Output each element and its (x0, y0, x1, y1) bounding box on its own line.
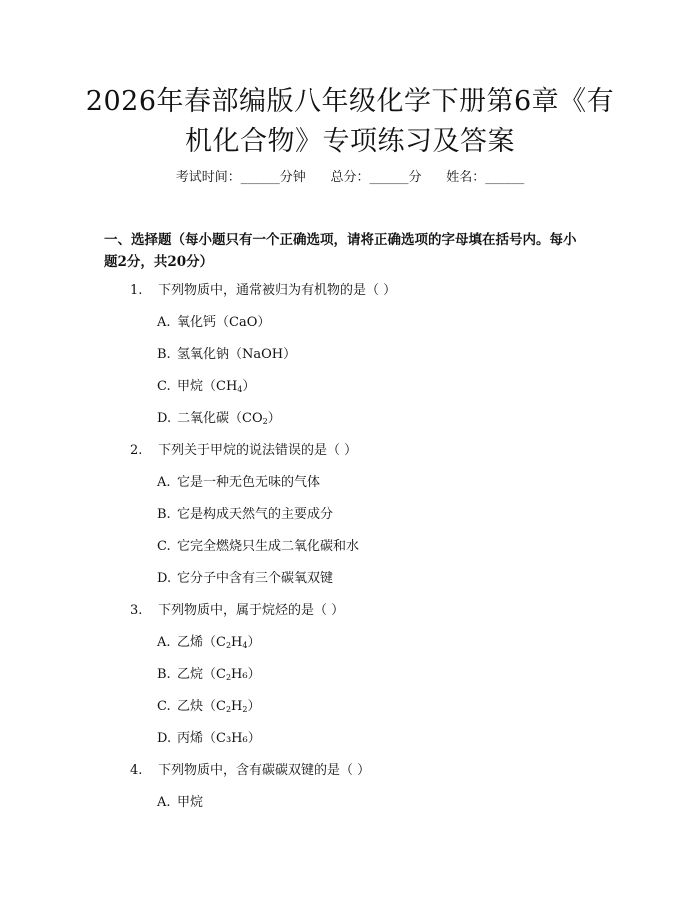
option-text: 它分子中含有三个碳氧双键 (177, 571, 334, 586)
question-1-option-c (157, 377, 255, 397)
question-number: 2. (130, 443, 143, 458)
option-text-mid: H (231, 699, 243, 714)
question-3-option-a (157, 633, 261, 653)
option-label: C. (157, 379, 171, 394)
option-subscript: 2 (225, 705, 232, 714)
option-label: D. (157, 411, 172, 426)
option-text-mid: H₆ (231, 667, 248, 682)
exam-meta-line: 考试时间：______分钟 总分：______分 姓名：______ (175, 170, 525, 185)
question-3 (130, 601, 344, 621)
question-2-option-c (157, 537, 359, 557)
question-1-option-d (157, 409, 281, 429)
option-label: A. (157, 795, 171, 810)
question-number: 1. (130, 283, 143, 298)
option-label: C. (157, 539, 171, 554)
question-4 (130, 761, 370, 781)
question-2-option-a (157, 473, 320, 493)
option-subscript: 2 (262, 417, 268, 426)
option-text-end: ） (242, 379, 256, 394)
option-label: D. (157, 571, 172, 586)
question-number: 4. (130, 763, 143, 778)
option-text: 乙烯（C (177, 635, 226, 650)
option-label: B. (157, 347, 171, 362)
option-text-mid: H (231, 635, 243, 650)
option-label: D. (157, 731, 172, 746)
option-text: 甲烷（CH (177, 379, 238, 394)
option-text: 它是构成天然气的主要成分 (177, 507, 334, 522)
question-text: 下列物质中，属于烷烃的是（ ） (158, 603, 345, 618)
option-text: 氧化钙（CaO） (177, 315, 271, 330)
option-subscript: 4 (237, 385, 243, 394)
section-heading-line-2: 题2分，共20分） (104, 254, 214, 270)
section-heading (104, 229, 604, 273)
option-text-end: ） (267, 411, 281, 426)
question-text: 下列物质中，通常被归为有机物的是（ ） (158, 283, 397, 298)
section-heading-line-1: 一、选择题（每小题只有一个正确选项，请将正确选项的字母填在括号内。每小 (104, 232, 577, 248)
option-subscript-2: 2 (242, 705, 248, 714)
option-text: 乙烷（C (177, 667, 226, 682)
option-text: 氢氧化钠（NaOH） (177, 347, 297, 362)
option-label: C. (157, 699, 171, 714)
option-text-end: ） (247, 667, 261, 682)
question-text: 下列关于甲烷的说法错误的是（ ） (158, 443, 358, 458)
option-text: 二氧化碳（CO (177, 411, 263, 426)
question-2 (130, 441, 357, 461)
option-subscript: 2 (225, 673, 232, 682)
option-label: A. (157, 635, 171, 650)
option-label: A. (157, 475, 171, 490)
option-text: 甲烷 (177, 795, 204, 810)
option-text: 丙烯（C₃H₆ (177, 731, 248, 746)
option-label: B. (157, 507, 171, 522)
question-3-option-d (157, 729, 261, 749)
question-2-option-b (157, 505, 333, 525)
title-line-2: 机化合物》专项练习及答案 (185, 126, 515, 157)
option-text-end: ） (247, 731, 261, 746)
option-text: 它是一种无色无味的气体 (177, 475, 321, 490)
option-text-end: ） (247, 635, 261, 650)
question-1 (130, 281, 396, 301)
option-text: 它完全燃烧只生成二氧化碳和水 (177, 539, 360, 554)
question-1-option-a (157, 313, 270, 333)
question-number: 3. (130, 603, 143, 618)
option-text: 乙炔（C (177, 699, 226, 714)
option-subscript: 2 (225, 641, 232, 650)
question-3-option-b (157, 665, 261, 685)
question-3-option-c (157, 697, 261, 717)
option-label: B. (157, 667, 171, 682)
question-1-option-b (157, 345, 296, 365)
option-text-end: ） (247, 699, 261, 714)
question-4-option-a (157, 793, 203, 813)
option-subscript-2: 4 (242, 641, 248, 650)
question-text: 下列物质中，含有碳碳双键的是（ ） (158, 763, 371, 778)
option-label: A. (157, 315, 171, 330)
title-line-1: 2026年春部编版八年级化学下册第6章《有 (85, 86, 615, 117)
question-2-option-d (157, 569, 333, 589)
page-title (60, 82, 640, 162)
